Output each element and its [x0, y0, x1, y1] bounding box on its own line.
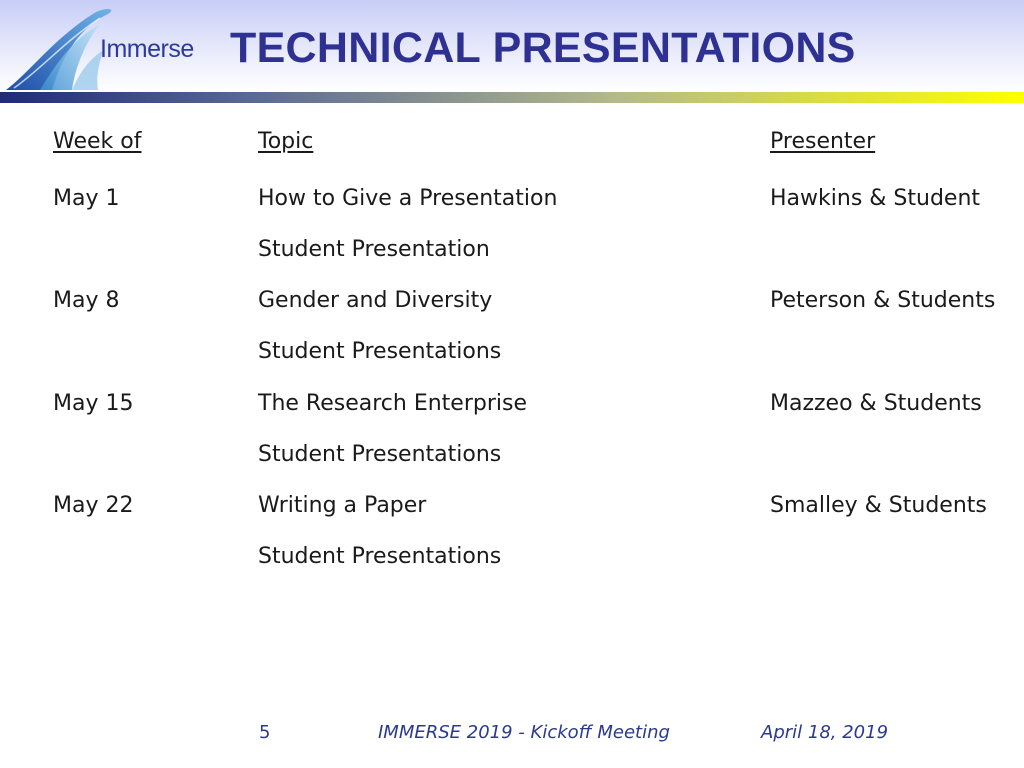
topic-cell: Student Presentations	[258, 442, 502, 467]
topic-cell: Student Presentations	[258, 339, 502, 364]
week-cell: May 1	[53, 186, 120, 211]
footer-date: April 18, 2019	[761, 722, 889, 743]
presenter-cell: Peterson & Students	[770, 288, 996, 313]
topic-cell: How to Give a Presentation	[258, 186, 558, 211]
presenter-cell: Hawkins & Student	[770, 186, 981, 211]
footer-event: IMMERSE 2019 - Kickoff Meeting	[378, 722, 670, 743]
week-cell: May 15	[53, 391, 134, 416]
column-header-presenter: Presenter	[770, 129, 876, 154]
page-number: 5	[259, 722, 271, 743]
topic-cell: Student Presentations	[258, 544, 502, 569]
topic-cell: Gender and Diversity	[258, 288, 493, 313]
column-header-week: Week of	[53, 129, 142, 154]
week-cell: May 8	[53, 288, 120, 313]
presenter-cell: Mazzeo & Students	[770, 391, 982, 416]
topic-cell: Writing a Paper	[258, 493, 427, 518]
topic-cell: The Research Enterprise	[258, 391, 527, 416]
slide-title: TECHNICAL PRESENTATIONS	[230, 24, 856, 72]
presenter-cell: Smalley & Students	[770, 493, 987, 518]
topic-cell: Student Presentation	[258, 237, 490, 262]
column-header-topic: Topic	[258, 129, 314, 154]
logo-wordmark: Immerse	[100, 35, 194, 63]
week-cell: May 22	[53, 493, 134, 518]
immerse-logo	[0, 2, 228, 94]
